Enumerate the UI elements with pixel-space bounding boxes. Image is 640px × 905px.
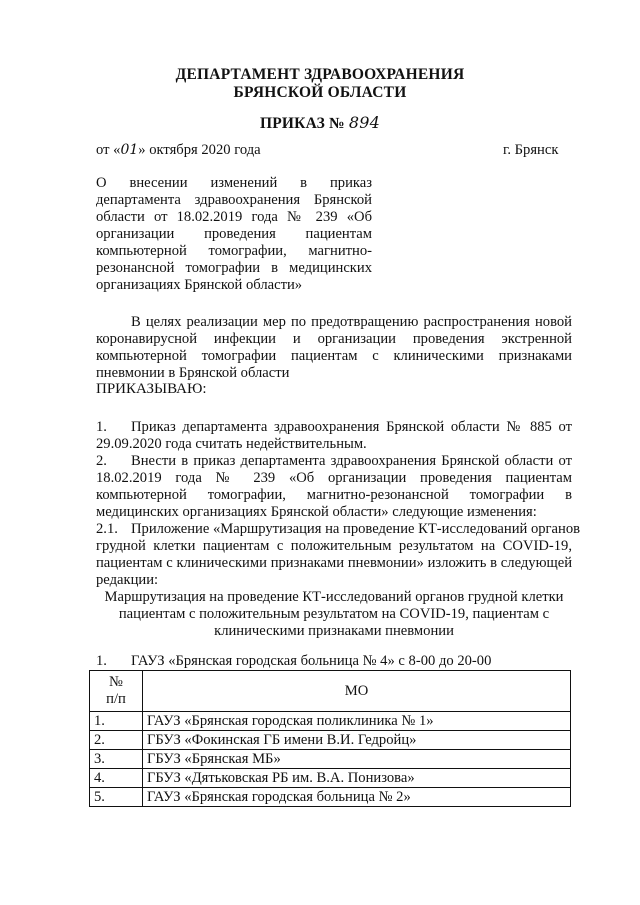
item-2-1-line: пациентам с клиническими признаками пневмонии» изложить в следующей [96, 555, 572, 571]
row-mo-name: ГБУЗ «Дятьковская РБ им. В.А. Понизова» [143, 769, 571, 788]
subject-line: организации проведения пациентам [96, 226, 372, 242]
table-row [90, 750, 571, 769]
column-header-number-symbol: № [109, 674, 123, 690]
subject-line: О внесении изменений в приказ [96, 175, 372, 191]
order-subject [96, 175, 372, 294]
item-2-1-number: 2.1. [96, 521, 118, 537]
subject-line: компьютерной томографии, магнитно- [96, 243, 372, 259]
order-word: ПРИКАЗЫВАЮ: [96, 381, 207, 397]
item-2-1-line: Приложение «Маршрутизация на проведение КТ-исследований органов [131, 521, 581, 537]
date-suffix: » октября 2020 года [138, 142, 261, 158]
row-mo-name: ГАУЗ «Брянская городская больница № 2» [143, 788, 571, 807]
row-mo-name: ГБУЗ «Фокинская ГБ имени В.И. Гедройц» [143, 731, 571, 750]
table-row [90, 788, 571, 807]
region-title: БРЯНСКОЙ ОБЛАСТИ [233, 84, 407, 101]
item-2-line: 18.02.2019 года № 239 «Об организации проведения пациентам [96, 470, 572, 486]
item-2-line: Внести в приказ департамента здравоохранения Брянской области от [131, 453, 572, 469]
order-date [96, 142, 261, 159]
column-header-mo: МО [143, 671, 571, 712]
annex-title-line: клиническими признаками пневмонии [214, 623, 454, 639]
item-1-line: Приказ департамента здравоохранения Брянской области № 885 от [131, 419, 572, 435]
row-mo-name: ГАУЗ «Брянская городская поликлиника № 1» [143, 712, 571, 731]
order-label: ПРИКАЗ № [259, 115, 345, 132]
row-mo-name: ГБУЗ «Брянская МБ» [143, 750, 571, 769]
order-title [0, 113, 640, 133]
preamble-line: В целях реализации мер по предотвращению распространения новой [131, 314, 572, 330]
item-1-line: 29.09.2020 года считать недействительным. [96, 436, 367, 452]
order-number-handwritten: 894 [348, 113, 381, 132]
item-2-1-line: грудной клетки пациентам с положительным результатом на COVID-19, [96, 538, 572, 554]
order-city: г. Брянск [503, 142, 559, 158]
row-number: 5. [90, 788, 143, 807]
column-header-number-label: п/п [106, 691, 126, 707]
hospital-name: ГАУЗ «Брянская городская больница № 4» с 8-00 до 20-00 [131, 653, 492, 669]
preamble [96, 314, 572, 382]
item-2-line: компьютерной томографии, магнитно-резонансной томографии в [96, 487, 572, 503]
item-2-1-line: редакции: [96, 572, 159, 588]
preamble-line: пневмонии в Брянской области [96, 365, 290, 381]
item-2-line: медицинских организациях Брянской области» следующие изменения: [96, 504, 537, 520]
row-number: 2. [90, 731, 143, 750]
subject-line: области от 18.02.2019 года № 239 «Об [96, 209, 372, 225]
item-2-number: 2. [96, 453, 107, 469]
table-row [90, 731, 571, 750]
hospital-number: 1. [96, 653, 107, 669]
row-number: 4. [90, 769, 143, 788]
item-1-number: 1. [96, 419, 107, 435]
department-title: ДЕПАРТАМЕНТ ЗДРАВООХРАНЕНИЯ [175, 66, 465, 83]
mo-table [89, 670, 571, 807]
date-prefix: от « [96, 142, 121, 158]
annex-title-line: Маршрутизация на проведение КТ-исследований органов грудной клетки [104, 589, 564, 605]
date-day-handwritten: 01 [120, 142, 139, 158]
column-header-number [90, 671, 143, 712]
subject-line: организациях Брянской области» [96, 277, 303, 293]
table-row [90, 769, 571, 788]
subject-line: департамента здравоохранения Брянской [96, 192, 372, 208]
row-number: 3. [90, 750, 143, 769]
subject-line: резонансной томографии в медицинских [96, 260, 372, 276]
row-number: 1. [90, 712, 143, 731]
table-row [90, 712, 571, 731]
preamble-line: коронавирусной инфекции и организации проведения экстренной [96, 331, 572, 347]
preamble-line: компьютерной томографии пациентам с клиническими признаками [96, 348, 572, 364]
table-header-row [90, 671, 571, 712]
annex-title-line: пациентам с положительным результатом на COVID-19, пациентам с [118, 606, 550, 622]
